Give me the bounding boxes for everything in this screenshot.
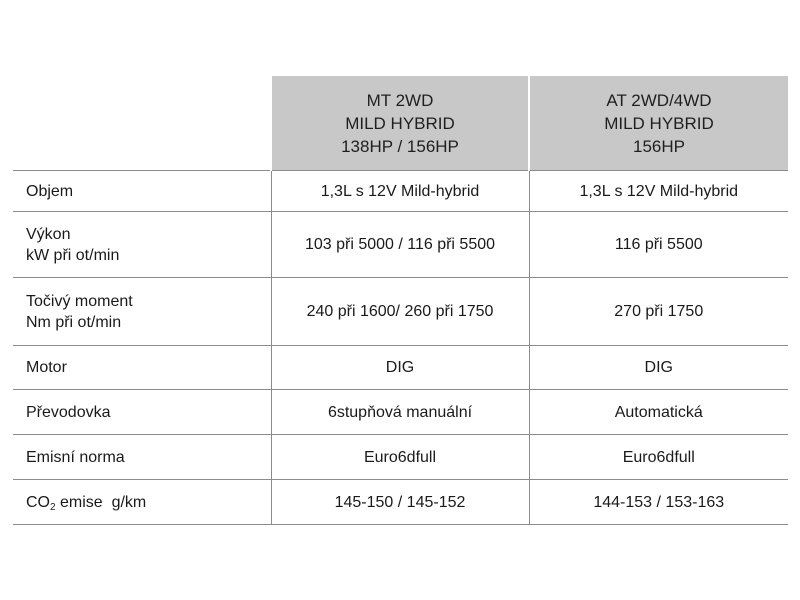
row-label	[13, 435, 271, 480]
mt-value: 240 při 1600/ 260 při 1750	[271, 278, 529, 346]
header-at-line3: 156HP	[633, 136, 685, 156]
header-mt-line1: MT 2WD	[366, 90, 434, 110]
table-row-prevodovka	[13, 390, 788, 435]
at-value: Automatická	[529, 390, 788, 435]
at-value: Euro6dfull	[529, 435, 788, 480]
co2-rest: emise g/km	[55, 493, 147, 511]
mt-value: 145-150 / 145-152	[271, 480, 529, 525]
table-row-vykon	[13, 212, 788, 278]
co2-main: CO	[26, 493, 50, 511]
row-label	[13, 212, 271, 278]
header-mt-line3: 138HP / 156HP	[341, 136, 459, 156]
table-row-objem	[13, 171, 788, 212]
row-label	[13, 390, 271, 435]
row-label	[13, 278, 271, 346]
at-value: 270 při 1750	[529, 278, 788, 346]
header-blank-cell	[13, 76, 271, 171]
spec-table	[13, 76, 788, 525]
header-mt-2wd	[271, 76, 529, 171]
row-label	[13, 171, 271, 212]
row-label-line2: kW při ot/min	[26, 246, 120, 264]
mt-value: Euro6dfull	[271, 435, 529, 480]
row-label-text: Emisní norma	[26, 448, 125, 466]
table-row-co2-emise	[13, 480, 788, 525]
row-label-text: Objem	[26, 182, 74, 200]
at-value: 116 při 5500	[529, 212, 788, 278]
header-at-line2: MILD HYBRID	[604, 113, 714, 133]
at-value: DIG	[529, 346, 788, 390]
mt-value: 1,3L s 12V Mild-hybrid	[271, 171, 529, 212]
mt-value: DIG	[271, 346, 529, 390]
row-label-line2: Nm při ot/min	[26, 313, 122, 331]
row-label-text: Motor	[26, 359, 67, 376]
header-at-line1: AT 2WD/4WD	[606, 90, 712, 110]
header-row	[13, 76, 788, 171]
row-label-line1: Točivý moment	[26, 292, 133, 310]
row-label	[13, 346, 271, 390]
table-row-emisni-norma	[13, 435, 788, 480]
header-mt-line2: MILD HYBRID	[345, 113, 455, 133]
mt-value: 6stupňová manuální	[271, 390, 529, 435]
table-row-tocivy-moment	[13, 278, 788, 346]
at-value: 144-153 / 153-163	[529, 480, 788, 525]
mt-value: 103 při 5000 / 116 při 5500	[271, 212, 529, 278]
at-value: 1,3L s 12V Mild-hybrid	[529, 171, 788, 212]
table-row-motor	[13, 346, 788, 390]
row-label	[13, 480, 271, 525]
header-at-2wd-4wd	[529, 76, 788, 171]
co2-subscript: 2	[50, 501, 56, 513]
row-label-text: Převodovka	[26, 403, 111, 421]
row-label-line1: Výkon	[26, 225, 71, 243]
